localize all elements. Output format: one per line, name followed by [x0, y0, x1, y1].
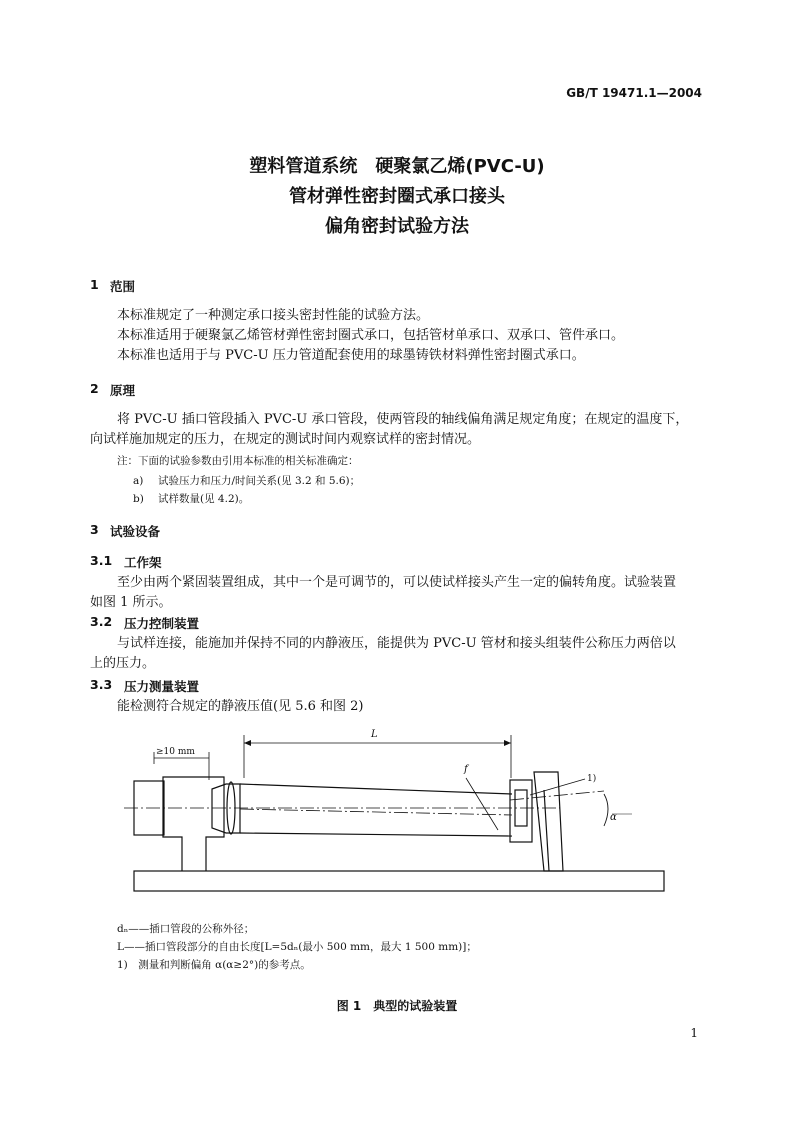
angle-arc	[604, 794, 608, 826]
list-marker: a)	[133, 475, 144, 487]
section-2-number: 2	[90, 381, 99, 396]
section-3-heading: 试验设备	[110, 524, 161, 539]
section-1-paragraph: 本标准也适用于与 PVC-U 压力管道配套使用的球墨铸铁材料弹性密封圈式承口。	[117, 348, 585, 363]
left-clamp-stand	[163, 777, 224, 871]
deflection-indicator	[466, 778, 498, 830]
section-2-note: 注：下面的试验参数由引用本标准的相关标准确定：	[117, 455, 359, 467]
figure-legend-item: L——插口管段部分的自由长度[L=5dₙ(最小 500 mm，最大 1 500 mm)]；	[117, 941, 477, 953]
section-1-number: 1	[90, 277, 99, 292]
subsection-heading: 压力控制装置	[124, 616, 200, 631]
subsection-paragraph: 上的压力。	[90, 656, 156, 671]
base-plate	[134, 871, 664, 891]
section-3-number: 3	[90, 522, 99, 537]
standard-number: GB/T 19471.1—2004	[566, 86, 702, 100]
socket-end-cap	[212, 784, 240, 833]
subsection-paragraph: 至少由两个紧固装置组成，其中一个是可调节的，可以使试样接头产生一定的偏转角度。试验装置	[117, 575, 677, 590]
page-number: 1	[690, 1026, 698, 1040]
reference-point-label: 1)	[587, 774, 597, 784]
subsection-heading: 压力测量装置	[124, 679, 200, 694]
list-item: 试样数量(见 4.2)。	[158, 493, 250, 505]
figure-legend-item: 1) 测量和判断偏角 α(α≥2°)的参考点。	[117, 959, 311, 971]
section-2-paragraph: 向试样施加规定的压力，在规定的测试时间内观察试样的密封情况。	[90, 432, 481, 447]
right-socket	[510, 780, 532, 842]
title-line-1: 塑料管道系统 硬聚氯乙烯(PVC-U)	[249, 156, 545, 177]
section-1-paragraph: 本标准规定了一种测定承口接头密封性能的试验方法。	[117, 308, 430, 323]
figure-legend-item: dₙ——插口管段的公称外径；	[117, 923, 255, 935]
list-marker: b)	[133, 493, 144, 505]
subsection-paragraph: 与试样连接，能施加并保持不同的内静液压，能提供为 PVC-U 管材和接头组装件公称压力两倍以	[117, 636, 676, 651]
subsection-number: 3.1	[90, 553, 113, 568]
figure-caption: 图 1 典型的试验装置	[336, 999, 458, 1013]
subsection-paragraph: 如图 1 所示。	[90, 595, 172, 610]
section-1-heading: 范围	[110, 279, 136, 294]
dimension-label: ≥10 mm	[156, 747, 195, 757]
list-item: 试验压力和压力/时间关系(见 3.2 和 5.6)；	[158, 475, 361, 487]
length-label: L	[371, 729, 378, 740]
title-line-3: 偏角密封试验方法	[325, 216, 469, 237]
section-2-heading: 原理	[110, 383, 136, 398]
section-1-paragraph: 本标准适用于硬聚氯乙烯管材弹性密封圈式承口，包括管材单承口、双承口、管件承口。	[117, 328, 625, 343]
angle-label: α	[610, 812, 617, 823]
subsection-heading: 工作架	[124, 555, 162, 570]
subsection-number: 3.3	[90, 677, 113, 692]
deflection-label: f	[464, 764, 468, 775]
title-line-2: 管材弹性密封圈式承口接头	[289, 186, 505, 207]
subsection-number: 3.2	[90, 614, 113, 629]
subsection-paragraph: 能检测符合规定的静液压值(见 5.6 和图 2)	[117, 699, 364, 714]
section-2-paragraph: 将 PVC-U 插口管段插入 PVC-U 承口管段，使两管段的轴线偏角满足规定角度；在规定的温度下，	[117, 412, 689, 427]
